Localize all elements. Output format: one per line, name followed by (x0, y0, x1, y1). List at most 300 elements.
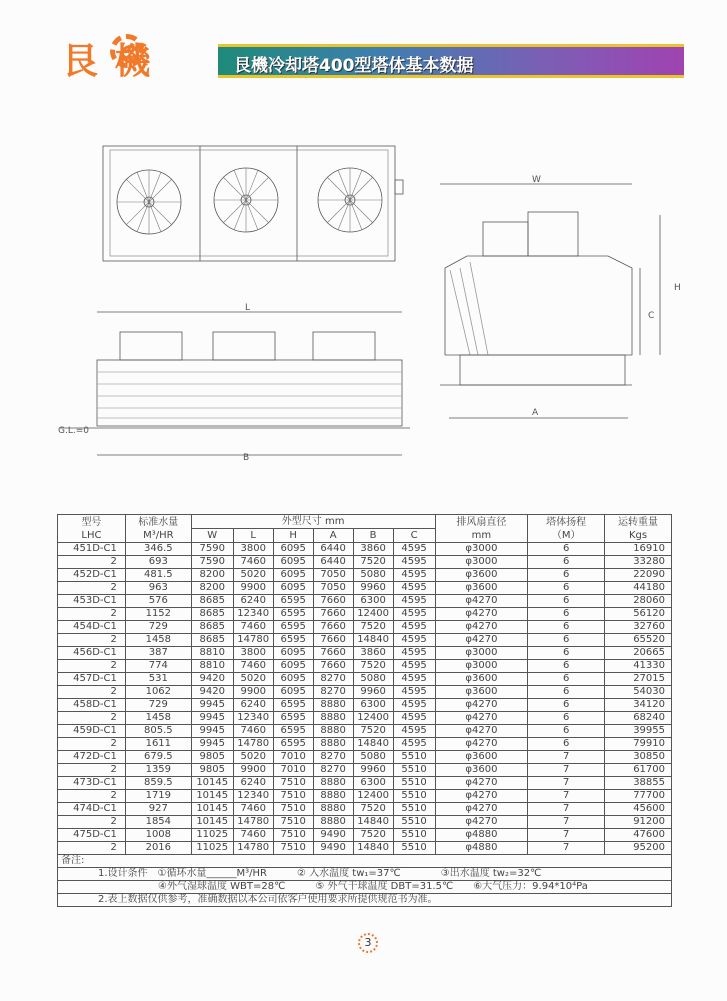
cell-head: 6 (528, 712, 605, 725)
table-row (58, 738, 672, 751)
cell-model: 459D-C1 (58, 725, 126, 738)
cell-weight: 39955 (605, 725, 672, 738)
cell-w: 7590 (191, 543, 233, 556)
table-row (58, 582, 672, 595)
cell-w: 8200 (191, 569, 233, 582)
cell-head: 7 (528, 777, 605, 790)
cell-b: 14840 (353, 816, 393, 829)
cooling-tower-drawings (0, 0, 727, 500)
cell-h: 6095 (273, 647, 313, 660)
cell-fan: φ4270 (435, 712, 528, 725)
cell-h: 7510 (273, 803, 313, 816)
table-row (58, 660, 672, 673)
cell-c: 4595 (393, 621, 435, 634)
cell-weight: 65520 (605, 634, 672, 647)
cell-c: 4595 (393, 556, 435, 569)
cell-head: 6 (528, 608, 605, 621)
cell-w: 10145 (191, 816, 233, 829)
top-view-drawing (103, 146, 403, 261)
cell-l: 7460 (233, 621, 273, 634)
cell-model: 474D-C1 (58, 803, 126, 816)
cell-model: 2 (58, 842, 126, 855)
cell-w: 10145 (191, 803, 233, 816)
cell-weight: 28060 (605, 595, 672, 608)
cell-model: 475D-C1 (58, 829, 126, 842)
table-row (58, 543, 672, 556)
cell-fan: φ3600 (435, 764, 528, 777)
cell-l: 9900 (233, 582, 273, 595)
cell-head: 7 (528, 842, 605, 855)
cell-b: 3860 (353, 647, 393, 660)
cell-fan: φ3600 (435, 582, 528, 595)
cell-c: 4595 (393, 673, 435, 686)
cell-a: 6440 (313, 556, 353, 569)
dim-A-label: A (532, 408, 539, 418)
cell-w: 8685 (191, 595, 233, 608)
cell-c: 5510 (393, 751, 435, 764)
cell-model: 456D-C1 (58, 647, 126, 660)
cell-flow: 1719 (125, 790, 191, 803)
header-flow: 标准水量 M³/HR (125, 515, 191, 543)
table-row (58, 842, 672, 855)
cell-l: 7460 (233, 803, 273, 816)
cell-a: 7660 (313, 660, 353, 673)
cell-c: 5510 (393, 790, 435, 803)
cell-head: 7 (528, 764, 605, 777)
cell-h: 6595 (273, 725, 313, 738)
cell-fan: φ4270 (435, 725, 528, 738)
cell-c: 5510 (393, 842, 435, 855)
cell-l: 7460 (233, 660, 273, 673)
cell-h: 6095 (273, 582, 313, 595)
cell-flow: 531 (125, 673, 191, 686)
cell-model: 473D-C1 (58, 777, 126, 790)
cell-model: 2 (58, 660, 126, 673)
cell-h: 6595 (273, 738, 313, 751)
cell-w: 9945 (191, 699, 233, 712)
cell-a: 7660 (313, 608, 353, 621)
cell-a: 6440 (313, 543, 353, 556)
cell-c: 4595 (393, 647, 435, 660)
side-view-drawing (58, 303, 410, 463)
cell-head: 6 (528, 725, 605, 738)
cell-weight: 16910 (605, 543, 672, 556)
dim-H-label: H (674, 283, 681, 293)
cell-fan: φ3600 (435, 686, 528, 699)
company-logo: 艮 機 (62, 41, 153, 82)
cell-head: 6 (528, 699, 605, 712)
cell-l: 3800 (233, 647, 273, 660)
cell-flow: 2016 (125, 842, 191, 855)
cell-h: 7510 (273, 790, 313, 803)
cell-weight: 45600 (605, 803, 672, 816)
cell-w: 8685 (191, 621, 233, 634)
table-row (58, 764, 672, 777)
notes-line-2: ④外气湿球温度 WBT=28℃ ⑤ 外气干球温度 DBT=31.5℃ ⑥大气压力：9.94*10⁴Pa (58, 881, 672, 894)
cell-w: 9945 (191, 712, 233, 725)
header-L: L (233, 529, 273, 543)
cell-l: 9900 (233, 686, 273, 699)
cell-fan: φ3000 (435, 647, 528, 660)
cell-l: 14780 (233, 816, 273, 829)
cell-fan: φ3000 (435, 660, 528, 673)
cell-b: 14840 (353, 842, 393, 855)
cell-h: 6095 (273, 556, 313, 569)
cell-flow: 729 (125, 621, 191, 634)
cell-head: 6 (528, 569, 605, 582)
cell-weight: 44180 (605, 582, 672, 595)
table-row (58, 777, 672, 790)
dim-C-label: C (648, 311, 655, 321)
cell-model: 472D-C1 (58, 751, 126, 764)
cell-h: 7510 (273, 842, 313, 855)
table-row (58, 699, 672, 712)
cell-w: 8685 (191, 634, 233, 647)
cell-flow: 963 (125, 582, 191, 595)
cell-flow: 1611 (125, 738, 191, 751)
cell-a: 7660 (313, 621, 353, 634)
cell-l: 14780 (233, 738, 273, 751)
cell-head: 6 (528, 647, 605, 660)
cell-b: 5080 (353, 569, 393, 582)
cell-model: 2 (58, 764, 126, 777)
specifications-table (57, 514, 672, 907)
cell-l: 5020 (233, 569, 273, 582)
cell-b: 6300 (353, 699, 393, 712)
cell-c: 5510 (393, 777, 435, 790)
cell-l: 14780 (233, 634, 273, 647)
cell-w: 11025 (191, 829, 233, 842)
cell-w: 10145 (191, 790, 233, 803)
cell-flow: 1458 (125, 712, 191, 725)
cell-weight: 61700 (605, 764, 672, 777)
table-row (58, 608, 672, 621)
header-fan: 排风扇直径 mm (435, 515, 528, 543)
cell-weight: 27015 (605, 673, 672, 686)
cell-b: 12400 (353, 608, 393, 621)
cell-h: 6595 (273, 595, 313, 608)
cell-head: 7 (528, 829, 605, 842)
cell-fan: φ3600 (435, 751, 528, 764)
cell-flow: 1854 (125, 816, 191, 829)
table-row (58, 556, 672, 569)
cell-l: 9900 (233, 764, 273, 777)
cell-fan: φ4270 (435, 608, 528, 621)
cell-flow: 859.5 (125, 777, 191, 790)
cell-c: 4595 (393, 608, 435, 621)
header-A: A (313, 529, 353, 543)
cell-c: 5510 (393, 764, 435, 777)
cell-w: 8810 (191, 660, 233, 673)
dim-B-label: B (243, 453, 250, 463)
cell-c: 4595 (393, 543, 435, 556)
table-row (58, 673, 672, 686)
cell-fan: φ4880 (435, 829, 528, 842)
cell-h: 6095 (273, 673, 313, 686)
cell-flow: 927 (125, 803, 191, 816)
cell-c: 5510 (393, 829, 435, 842)
cell-head: 6 (528, 582, 605, 595)
cell-b: 9960 (353, 686, 393, 699)
cell-b: 5080 (353, 751, 393, 764)
cell-w: 9420 (191, 673, 233, 686)
cell-weight: 56120 (605, 608, 672, 621)
cell-l: 5020 (233, 751, 273, 764)
cell-flow: 1062 (125, 686, 191, 699)
cell-weight: 34120 (605, 699, 672, 712)
cell-weight: 54030 (605, 686, 672, 699)
cell-a: 8270 (313, 751, 353, 764)
cell-flow: 679.5 (125, 751, 191, 764)
cell-model: 2 (58, 816, 126, 829)
cell-b: 7520 (353, 660, 393, 673)
cell-model: 2 (58, 686, 126, 699)
cell-w: 7590 (191, 556, 233, 569)
cell-w: 9945 (191, 738, 233, 751)
cell-a: 7660 (313, 595, 353, 608)
header-W: W (191, 529, 233, 543)
cell-flow: 481.5 (125, 569, 191, 582)
cell-head: 6 (528, 556, 605, 569)
cell-w: 9420 (191, 686, 233, 699)
cell-weight: 68240 (605, 712, 672, 725)
cell-c: 4595 (393, 738, 435, 751)
end-view-drawing (440, 175, 681, 418)
cell-head: 7 (528, 751, 605, 764)
cell-w: 9805 (191, 751, 233, 764)
cell-c: 4595 (393, 712, 435, 725)
cell-fan: φ3000 (435, 543, 528, 556)
header-model: 型号 LHC (58, 515, 126, 543)
cell-w: 10145 (191, 777, 233, 790)
cell-fan: φ3000 (435, 556, 528, 569)
cell-b: 12400 (353, 712, 393, 725)
cell-h: 6595 (273, 699, 313, 712)
page-title: 艮機冷却塔400型塔体基本数据 (234, 56, 474, 76)
cell-l: 6240 (233, 699, 273, 712)
cell-head: 6 (528, 634, 605, 647)
cell-a: 8270 (313, 764, 353, 777)
notes-line-3: 2.表上数据仅供参考，准确数据以本公司依客户使用要求所提供规范书为准。 (58, 894, 672, 907)
cell-b: 5080 (353, 673, 393, 686)
cell-c: 5510 (393, 803, 435, 816)
cell-c: 4595 (393, 634, 435, 647)
table-row (58, 725, 672, 738)
cell-a: 8270 (313, 686, 353, 699)
cell-flow: 693 (125, 556, 191, 569)
cell-weight: 77700 (605, 790, 672, 803)
cell-h: 7510 (273, 777, 313, 790)
cell-weight: 30850 (605, 751, 672, 764)
cell-weight: 91200 (605, 816, 672, 829)
cell-flow: 346.5 (125, 543, 191, 556)
cell-a: 8880 (313, 790, 353, 803)
cell-a: 7660 (313, 634, 353, 647)
table-row (58, 712, 672, 725)
cell-c: 4595 (393, 582, 435, 595)
cell-weight: 79910 (605, 738, 672, 751)
cell-b: 6300 (353, 777, 393, 790)
cell-w: 9805 (191, 764, 233, 777)
cell-head: 6 (528, 595, 605, 608)
cell-h: 7010 (273, 751, 313, 764)
cell-h: 6595 (273, 621, 313, 634)
cell-b: 12400 (353, 790, 393, 803)
cell-fan: φ4880 (435, 842, 528, 855)
cell-model: 2 (58, 556, 126, 569)
cell-b: 9960 (353, 764, 393, 777)
cell-a: 8880 (313, 712, 353, 725)
cell-h: 7510 (273, 829, 313, 842)
cell-h: 6095 (273, 569, 313, 582)
cell-weight: 22090 (605, 569, 672, 582)
header-C: C (393, 529, 435, 543)
cell-head: 6 (528, 686, 605, 699)
cell-weight: 38855 (605, 777, 672, 790)
cell-c: 4595 (393, 595, 435, 608)
dim-W-label: W (532, 175, 541, 185)
cell-flow: 1008 (125, 829, 191, 842)
cell-a: 9490 (313, 842, 353, 855)
cell-b: 7520 (353, 829, 393, 842)
cell-model: 2 (58, 634, 126, 647)
cell-l: 7460 (233, 556, 273, 569)
table-row (58, 634, 672, 647)
cell-a: 7050 (313, 582, 353, 595)
cell-weight: 47600 (605, 829, 672, 842)
cell-h: 6595 (273, 634, 313, 647)
cell-fan: φ4270 (435, 790, 528, 803)
table-row (58, 790, 672, 803)
cell-a: 8880 (313, 777, 353, 790)
cell-fan: φ4270 (435, 738, 528, 751)
table-row (58, 647, 672, 660)
cell-a: 8270 (313, 673, 353, 686)
cell-w: 8810 (191, 647, 233, 660)
cell-b: 14840 (353, 738, 393, 751)
header-head: 塔体扬程 （M） (528, 515, 605, 543)
cell-weight: 95200 (605, 842, 672, 855)
cell-flow: 1359 (125, 764, 191, 777)
cell-c: 4595 (393, 699, 435, 712)
cell-h: 6595 (273, 608, 313, 621)
cell-a: 8880 (313, 803, 353, 816)
cell-w: 8685 (191, 608, 233, 621)
cell-b: 7520 (353, 803, 393, 816)
cell-flow: 387 (125, 647, 191, 660)
cell-b: 14840 (353, 634, 393, 647)
cell-fan: φ4270 (435, 595, 528, 608)
cell-model: 457D-C1 (58, 673, 126, 686)
notes-line-1: 1.设计条件 ①循环水量______M³/HR ② 入水温度 tw₁=37℃ ③出水温度 tw₂=32℃ (58, 868, 672, 881)
cell-l: 6240 (233, 595, 273, 608)
header-dimensions: 外型尺寸 mm (191, 515, 435, 529)
cell-h: 6095 (273, 686, 313, 699)
cell-w: 11025 (191, 842, 233, 855)
table-row (58, 803, 672, 816)
notes-title: 备注: (58, 855, 672, 868)
cell-h: 6095 (273, 660, 313, 673)
cell-fan: φ4270 (435, 699, 528, 712)
cell-model: 2 (58, 738, 126, 751)
table-row (58, 595, 672, 608)
header-H: H (273, 529, 313, 543)
dim-L-label: L (245, 303, 251, 313)
table-row (58, 816, 672, 829)
cell-a: 7660 (313, 647, 353, 660)
cell-b: 7520 (353, 621, 393, 634)
cell-model: 454D-C1 (58, 621, 126, 634)
cell-model: 458D-C1 (58, 699, 126, 712)
cell-h: 6095 (273, 543, 313, 556)
cell-c: 4595 (393, 569, 435, 582)
cell-model: 2 (58, 712, 126, 725)
cell-head: 6 (528, 660, 605, 673)
ground-level-label: G.L.=0 (58, 426, 89, 436)
cell-flow: 1152 (125, 608, 191, 621)
cell-weight: 41330 (605, 660, 672, 673)
cell-w: 9945 (191, 725, 233, 738)
cell-l: 6240 (233, 777, 273, 790)
cell-flow: 1458 (125, 634, 191, 647)
cell-head: 6 (528, 738, 605, 751)
cell-flow: 576 (125, 595, 191, 608)
cell-fan: φ3600 (435, 569, 528, 582)
cell-h: 6595 (273, 712, 313, 725)
cell-l: 14780 (233, 842, 273, 855)
cell-head: 6 (528, 543, 605, 556)
cell-weight: 20665 (605, 647, 672, 660)
table-row (58, 751, 672, 764)
cell-c: 5510 (393, 816, 435, 829)
cell-weight: 32760 (605, 621, 672, 634)
cell-model: 2 (58, 608, 126, 621)
cell-fan: φ4270 (435, 777, 528, 790)
cell-fan: φ3600 (435, 673, 528, 686)
cell-fan: φ4270 (435, 816, 528, 829)
cell-b: 9960 (353, 582, 393, 595)
cell-l: 12340 (233, 790, 273, 803)
cell-a: 8880 (313, 725, 353, 738)
cell-c: 4595 (393, 725, 435, 738)
cell-model: 452D-C1 (58, 569, 126, 582)
cell-weight: 33280 (605, 556, 672, 569)
cell-l: 5020 (233, 673, 273, 686)
cell-b: 7520 (353, 725, 393, 738)
cell-l: 7460 (233, 829, 273, 842)
cell-fan: φ4270 (435, 621, 528, 634)
cell-l: 7460 (233, 725, 273, 738)
table-row (58, 569, 672, 582)
cell-fan: φ4270 (435, 803, 528, 816)
cell-head: 7 (528, 790, 605, 803)
cell-a: 8880 (313, 738, 353, 751)
cell-h: 7010 (273, 764, 313, 777)
cell-head: 6 (528, 621, 605, 634)
cell-a: 7050 (313, 569, 353, 582)
cell-model: 451D-C1 (58, 543, 126, 556)
cell-a: 8880 (313, 816, 353, 829)
cell-c: 4595 (393, 686, 435, 699)
cell-model: 2 (58, 790, 126, 803)
cell-l: 12340 (233, 608, 273, 621)
cell-a: 9490 (313, 829, 353, 842)
cell-b: 3860 (353, 543, 393, 556)
header-weight: 运转重量 Kgs (605, 515, 672, 543)
table-row (58, 829, 672, 842)
cell-head: 7 (528, 803, 605, 816)
cell-b: 6300 (353, 595, 393, 608)
